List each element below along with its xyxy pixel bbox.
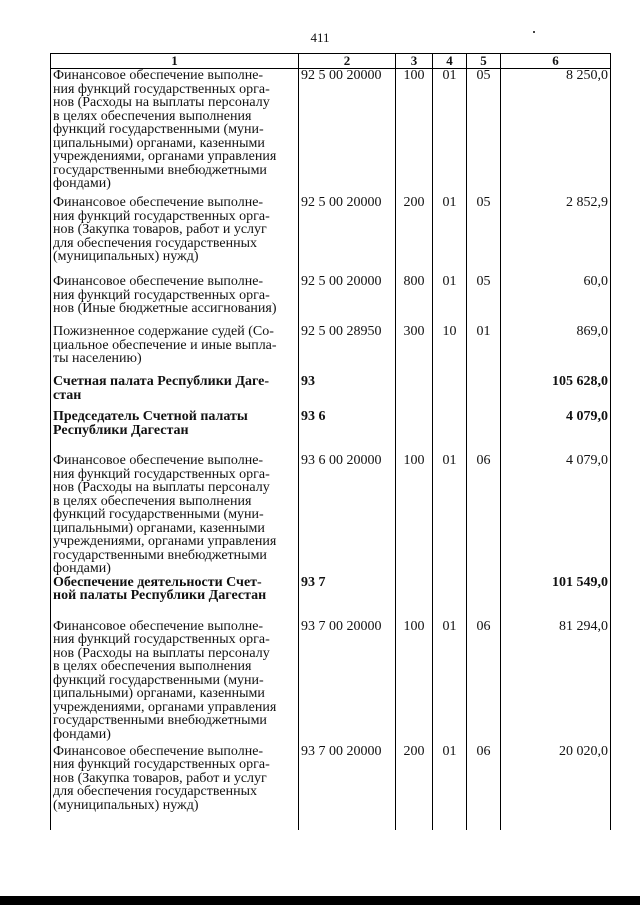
- cell-rz: 10: [433, 325, 467, 375]
- cell-rz: 01: [433, 745, 467, 830]
- cell-name: Финансовое обеспечение выполне- ния функций государственных орга- нов (Расходы на выплаты персоналу в целях обеспечения выполнения функций государственными (муни- ципальными) органами, казенными учреждениями, органами управления государственными внебюджетными фондами): [51, 454, 299, 576]
- budget-table: [50, 53, 611, 830]
- cell-sum: 105 628,0: [501, 375, 611, 410]
- cell-vr: [396, 375, 433, 410]
- cell-pr: 05: [467, 69, 501, 197]
- table-row: [51, 745, 611, 830]
- cell-pr: [467, 375, 501, 410]
- cell-vr: 100: [396, 454, 433, 576]
- cell-sum: 2 852,9: [501, 196, 611, 275]
- cell-name: Финансовое обеспечение выполне- ния функций государственных орга- нов (Расходы на выплаты персоналу в целях обеспечения выполнения функций государственными (муни- ципальными) органами, казенными учреждениями, органами управления государственными внебюджетными фондами): [51, 620, 299, 745]
- cell-name: Финансовое обеспечение выполне- ния функций государственных орга- нов (Закупка товаров, работ и услуг для обеспечения государственных (муниципальных) нужд): [51, 196, 299, 275]
- cell-pr: 01: [467, 325, 501, 375]
- cell-sum: 4 079,0: [501, 410, 611, 454]
- cell-name: Пожизненное содержание судей (Со- циальное обеспечение и иные выпла- ты населению): [51, 325, 299, 375]
- cell-vr: 100: [396, 69, 433, 197]
- cell-name: Председатель Счетной палаты Республики Дагестан: [51, 410, 299, 454]
- cell-pr: 06: [467, 620, 501, 745]
- cell-rz: 01: [433, 620, 467, 745]
- cell-pr: 06: [467, 454, 501, 576]
- cell-vr: [396, 410, 433, 454]
- table-row: [51, 325, 611, 375]
- header-col-5: 5: [467, 54, 501, 69]
- cell-rz: 01: [433, 454, 467, 576]
- cell-vr: 800: [396, 275, 433, 325]
- header-col-4: 4: [433, 54, 467, 69]
- cell-rz: 01: [433, 196, 467, 275]
- cell-sum: 60,0: [501, 275, 611, 325]
- table-header-row: [51, 54, 611, 69]
- cell-pr: [467, 410, 501, 454]
- table-body: [51, 69, 611, 830]
- table-row: [51, 275, 611, 325]
- cell-vr: 300: [396, 325, 433, 375]
- table-row: [51, 375, 611, 410]
- header-col-2: 2: [299, 54, 396, 69]
- table-row: [51, 196, 611, 275]
- cell-code: 93 7: [299, 576, 396, 620]
- cell-pr: 05: [467, 275, 501, 325]
- cell-rz: [433, 576, 467, 620]
- cell-name: Финансовое обеспечение выполне- ния функций государственных орга- нов (Расходы на выплаты персоналу в целях обеспечения выполнения функций государственными (муни- ципальными) органами, казенными учреждениями, органами управления государственными внебюджетными фондами): [51, 69, 299, 197]
- cell-pr: 05: [467, 196, 501, 275]
- cell-sum: 20 020,0: [501, 745, 611, 830]
- cell-name: Обеспечение деятельности Счет- ной палаты Республики Дагестан: [51, 576, 299, 620]
- cell-rz: [433, 375, 467, 410]
- cell-code: 92 5 00 20000: [299, 69, 396, 197]
- header-col-3: 3: [396, 54, 433, 69]
- cell-code: 93 7 00 20000: [299, 620, 396, 745]
- cell-vr: [396, 576, 433, 620]
- cell-sum: 869,0: [501, 325, 611, 375]
- cell-name: Счетная палата Республики Даге- стан: [51, 375, 299, 410]
- page-number: 411: [310, 30, 330, 45]
- table-row: [51, 620, 611, 745]
- header-col-1: 1: [51, 54, 299, 69]
- cell-pr: [467, 576, 501, 620]
- cell-rz: [433, 410, 467, 454]
- cell-name: Финансовое обеспечение выполне- ния функций государственных орга- нов (Иные бюджетные ассигнования): [51, 275, 299, 325]
- cell-sum: 8 250,0: [501, 69, 611, 197]
- table-row: [51, 576, 611, 620]
- cell-sum: 4 079,0: [501, 454, 611, 576]
- cell-code: 92 5 00 20000: [299, 196, 396, 275]
- table-row: [51, 454, 611, 576]
- cell-pr: 06: [467, 745, 501, 830]
- cell-vr: 200: [396, 745, 433, 830]
- cell-code: 93 6 00 20000: [299, 454, 396, 576]
- cell-code: 92 5 00 20000: [299, 275, 396, 325]
- scan-speck: [533, 31, 535, 33]
- cell-vr: 100: [396, 620, 433, 745]
- cell-sum: 101 549,0: [501, 576, 611, 620]
- cell-code: 93 6: [299, 410, 396, 454]
- scan-footer-bar: [0, 896, 640, 905]
- cell-name: Финансовое обеспечение выполне- ния функций государственных орга- нов (Закупка товаров, работ и услуг для обеспечения государственных (муниципальных) нужд): [51, 745, 299, 830]
- header-col-6: 6: [501, 54, 611, 69]
- table-row: [51, 410, 611, 454]
- cell-code: 93 7 00 20000: [299, 745, 396, 830]
- cell-rz: 01: [433, 69, 467, 197]
- table-row: [51, 69, 611, 197]
- cell-code: 93: [299, 375, 396, 410]
- cell-vr: 200: [396, 196, 433, 275]
- cell-sum: 81 294,0: [501, 620, 611, 745]
- cell-code: 92 5 00 28950: [299, 325, 396, 375]
- cell-rz: 01: [433, 275, 467, 325]
